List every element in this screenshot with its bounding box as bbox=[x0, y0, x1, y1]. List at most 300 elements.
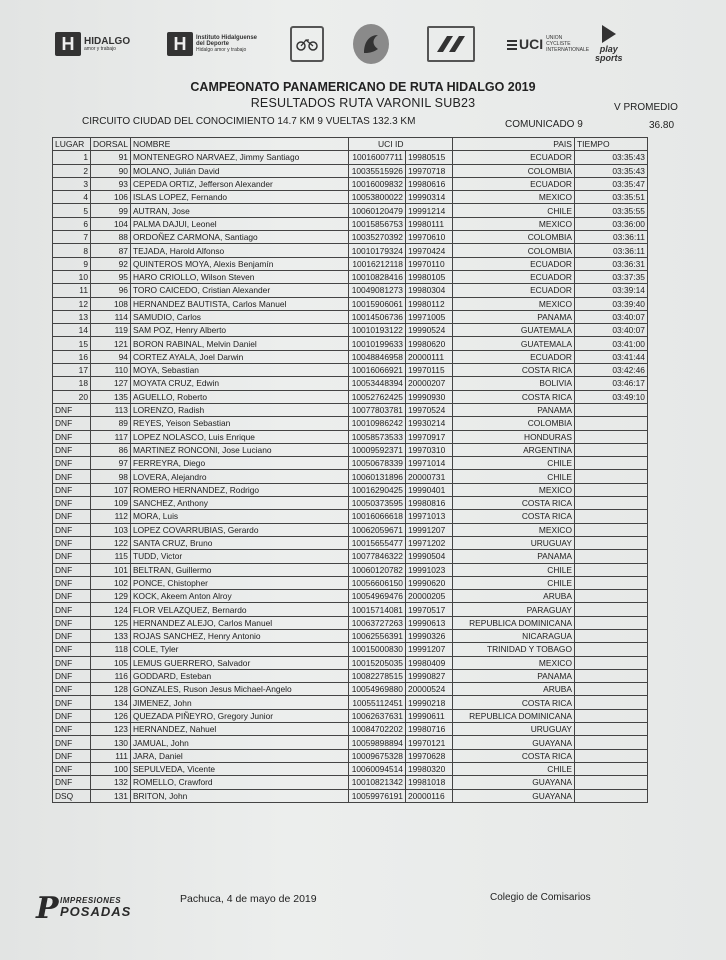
cell-nombre: AGUELLO, Roberto bbox=[130, 390, 348, 403]
v-promedio-value: 36.80 bbox=[649, 120, 675, 131]
cell-nombre: BRITON, John bbox=[130, 789, 348, 802]
table-row bbox=[53, 337, 648, 350]
cell-nombre: ROJAS SANCHEZ, Henry Antonio bbox=[130, 629, 348, 642]
cell-lugar: DNF bbox=[53, 497, 91, 510]
cell-lugar: 3 bbox=[53, 177, 91, 190]
cell-tiempo: 03:36:11 bbox=[574, 244, 647, 257]
cell-uci-id: 10082278515 bbox=[348, 669, 405, 682]
cell-lugar: DNF bbox=[53, 643, 91, 656]
signature-block: Colegio de Comisarios bbox=[490, 892, 591, 903]
cell-lugar: DSQ bbox=[53, 789, 91, 802]
cell-pais: PANAMA bbox=[452, 403, 574, 416]
cell-birthdate: 20000116 bbox=[405, 789, 452, 802]
cell-birthdate: 19990314 bbox=[405, 191, 452, 204]
cell-dorsal: 103 bbox=[91, 523, 131, 536]
cell-birthdate: 19990401 bbox=[405, 483, 452, 496]
cell-dorsal: 122 bbox=[91, 536, 131, 549]
cell-tiempo: 03:35:55 bbox=[574, 204, 647, 217]
cell-pais: PARAGUAY bbox=[452, 603, 574, 616]
table-row bbox=[53, 523, 648, 536]
cell-birthdate: 19980304 bbox=[405, 284, 452, 297]
cell-lugar: DNF bbox=[53, 403, 91, 416]
cell-dorsal: 130 bbox=[91, 736, 131, 749]
cell-uci-id: 10015856753 bbox=[348, 217, 405, 230]
cell-pais: PANAMA bbox=[452, 669, 574, 682]
cell-uci-id: 10062637631 bbox=[348, 709, 405, 722]
cell-uci-id: 10084702202 bbox=[348, 723, 405, 736]
header-pais: PAIS bbox=[452, 138, 574, 151]
cell-nombre: BORON RABINAL, Melvin Daniel bbox=[130, 337, 348, 350]
cell-uci-id: 10035515926 bbox=[348, 164, 405, 177]
cell-nombre: PONCE, Chistopher bbox=[130, 576, 348, 589]
cell-dorsal: 126 bbox=[91, 709, 131, 722]
cell-birthdate: 19991214 bbox=[405, 204, 452, 217]
cell-dorsal: 91 bbox=[91, 151, 131, 164]
table-row bbox=[53, 590, 648, 603]
table-row bbox=[53, 217, 648, 230]
cell-pais: MEXICO bbox=[452, 217, 574, 230]
cell-lugar: DNF bbox=[53, 603, 91, 616]
cell-birthdate: 19970517 bbox=[405, 603, 452, 616]
cell-lugar: DNF bbox=[53, 470, 91, 483]
hidalgo-logo-text: HIDALGO bbox=[84, 35, 131, 47]
cell-dorsal: 117 bbox=[91, 430, 131, 443]
printer-initial: P bbox=[36, 891, 59, 926]
cell-lugar: 13 bbox=[53, 310, 91, 323]
cell-nombre: TORO CAICEDO, Cristian Alexander bbox=[130, 284, 348, 297]
cell-lugar: 1 bbox=[53, 151, 91, 164]
cell-lugar: 4 bbox=[53, 191, 91, 204]
cell-tiempo: 03:49:10 bbox=[574, 390, 647, 403]
cell-pais: BOLIVIA bbox=[452, 377, 574, 390]
cell-birthdate: 19980112 bbox=[405, 297, 452, 310]
emblem-icon bbox=[353, 24, 389, 64]
cell-birthdate: 19980105 bbox=[405, 270, 452, 283]
cell-birthdate: 19980111 bbox=[405, 217, 452, 230]
results-body bbox=[53, 151, 648, 803]
cell-dorsal: 113 bbox=[91, 403, 131, 416]
cell-birthdate: 19971013 bbox=[405, 510, 452, 523]
table-row bbox=[53, 563, 648, 576]
cell-lugar: DNF bbox=[53, 696, 91, 709]
cell-birthdate: 19990620 bbox=[405, 576, 452, 589]
cell-tiempo bbox=[574, 550, 647, 563]
cell-nombre: LOPEZ NOLASCO, Luis Enrique bbox=[130, 430, 348, 443]
table-row bbox=[53, 510, 648, 523]
table-row bbox=[53, 736, 648, 749]
cell-uci-id: 10015906061 bbox=[348, 297, 405, 310]
cell-lugar: DNF bbox=[53, 776, 91, 789]
cell-dorsal: 106 bbox=[91, 191, 131, 204]
cell-nombre: HERNANDEZ ALEJO, Carlos Manuel bbox=[130, 616, 348, 629]
table-row bbox=[53, 497, 648, 510]
cell-uci-id: 10010986242 bbox=[348, 417, 405, 430]
document-subtitle: RESULTADOS RUTA VARONIL SUB23 bbox=[250, 96, 476, 110]
cell-pais: ECUADOR bbox=[452, 151, 574, 164]
cell-uci-id: 10015205035 bbox=[348, 656, 405, 669]
cell-uci-id: 10059976191 bbox=[348, 789, 405, 802]
cell-dorsal: 100 bbox=[91, 762, 131, 775]
cell-birthdate: 19990930 bbox=[405, 390, 452, 403]
cell-tiempo: 03:37:35 bbox=[574, 270, 647, 283]
cell-dorsal: 97 bbox=[91, 457, 131, 470]
cell-uci-id: 10060094514 bbox=[348, 762, 405, 775]
table-row bbox=[53, 709, 648, 722]
table-row bbox=[53, 257, 648, 270]
cell-tiempo bbox=[574, 669, 647, 682]
cell-nombre: PALMA DAJUI, Leonel bbox=[130, 217, 348, 230]
table-row bbox=[53, 244, 648, 257]
cell-nombre: GONZALES, Ruson Jesus Michael-Angelo bbox=[130, 683, 348, 696]
cell-nombre: TUDD, Victor bbox=[130, 550, 348, 563]
cell-lugar: DNF bbox=[53, 523, 91, 536]
cell-pais: GUAYANA bbox=[452, 776, 574, 789]
cell-nombre: MARTINEZ RONCONI, Jose Luciano bbox=[130, 443, 348, 456]
header-nombre: NOMBRE bbox=[130, 138, 348, 151]
cell-pais: ECUADOR bbox=[452, 257, 574, 270]
cell-tiempo bbox=[574, 603, 647, 616]
cell-tiempo bbox=[574, 762, 647, 775]
cell-lugar: DNF bbox=[53, 510, 91, 523]
cell-tiempo bbox=[574, 616, 647, 629]
table-header-row bbox=[53, 138, 648, 151]
cell-nombre: KOCK, Akeem Anton Alroy bbox=[130, 590, 348, 603]
cell-lugar: 8 bbox=[53, 244, 91, 257]
cell-tiempo: 03:35:47 bbox=[574, 177, 647, 190]
cell-lugar: DNF bbox=[53, 656, 91, 669]
cell-pais: CHILE bbox=[452, 762, 574, 775]
cell-tiempo: 03:40:07 bbox=[574, 324, 647, 337]
cell-nombre: AUTRAN, Jose bbox=[130, 204, 348, 217]
cell-pais: GUATEMALA bbox=[452, 337, 574, 350]
cell-pais: ARGENTINA bbox=[452, 443, 574, 456]
table-row bbox=[53, 762, 648, 775]
cell-uci-id: 10010828416 bbox=[348, 270, 405, 283]
cell-nombre: QUINTEROS MOYA, Alexis Benjamín bbox=[130, 257, 348, 270]
table-row bbox=[53, 776, 648, 789]
cell-dorsal: 102 bbox=[91, 576, 131, 589]
cell-uci-id: 10016066618 bbox=[348, 510, 405, 523]
cell-nombre: LOPEZ COVARRUBIAS, Gerardo bbox=[130, 523, 348, 536]
cell-lugar: DNF bbox=[53, 723, 91, 736]
table-row bbox=[53, 417, 648, 430]
cell-birthdate: 19970424 bbox=[405, 244, 452, 257]
cell-birthdate: 19980716 bbox=[405, 723, 452, 736]
table-row bbox=[53, 470, 648, 483]
table-row bbox=[53, 191, 648, 204]
cell-birthdate: 20000731 bbox=[405, 470, 452, 483]
cell-dorsal: 132 bbox=[91, 776, 131, 789]
cell-pais: COLOMBIA bbox=[452, 417, 574, 430]
table-row bbox=[53, 231, 648, 244]
cell-birthdate: 19971014 bbox=[405, 457, 452, 470]
play-logo-text: play bbox=[599, 44, 618, 54]
table-row bbox=[53, 749, 648, 762]
cell-nombre: HERNANDEZ BAUTISTA, Carlos Manuel bbox=[130, 297, 348, 310]
uci-stripes-icon bbox=[507, 38, 517, 50]
cell-lugar: 9 bbox=[53, 257, 91, 270]
table-row bbox=[53, 297, 648, 310]
cell-nombre: SEPULVEDA, Vicente bbox=[130, 762, 348, 775]
hidalgo-logo bbox=[55, 22, 130, 66]
cell-nombre: ORDOÑEZ CARMONA, Santiago bbox=[130, 231, 348, 244]
cell-dorsal: 86 bbox=[91, 443, 131, 456]
cell-dorsal: 87 bbox=[91, 244, 131, 257]
table-row bbox=[53, 683, 648, 696]
header-dorsal: DORSAL bbox=[91, 138, 131, 151]
cell-uci-id: 10009592371 bbox=[348, 443, 405, 456]
cell-uci-id: 10014506736 bbox=[348, 310, 405, 323]
cell-tiempo bbox=[574, 776, 647, 789]
cell-dorsal: 101 bbox=[91, 563, 131, 576]
cell-pais: URUGUAY bbox=[452, 723, 574, 736]
cell-nombre: MOYA, Sebastian bbox=[130, 364, 348, 377]
cell-nombre: LORENZO, Radish bbox=[130, 403, 348, 416]
table-row bbox=[53, 390, 648, 403]
cell-tiempo bbox=[574, 683, 647, 696]
cell-birthdate: 19971005 bbox=[405, 310, 452, 323]
table-row bbox=[53, 324, 648, 337]
cell-tiempo bbox=[574, 497, 647, 510]
cell-nombre: REYES, Yeison Sebastian bbox=[130, 417, 348, 430]
cell-tiempo bbox=[574, 736, 647, 749]
cell-lugar: DNF bbox=[53, 443, 91, 456]
cell-birthdate: 20000207 bbox=[405, 377, 452, 390]
printer-line1: IMPRESIONES bbox=[60, 896, 122, 905]
cell-uci-id: 10050373595 bbox=[348, 497, 405, 510]
table-row bbox=[53, 164, 648, 177]
cell-lugar: 6 bbox=[53, 217, 91, 230]
cell-uci-id: 10009675328 bbox=[348, 749, 405, 762]
cell-dorsal: 105 bbox=[91, 656, 131, 669]
hidalgo-logo-sub: amor y trabajo bbox=[84, 45, 116, 52]
cell-nombre: MONTENEGRO NARVAEZ, Jimmy Santiago bbox=[130, 151, 348, 164]
cell-lugar: 14 bbox=[53, 324, 91, 337]
table-row bbox=[53, 443, 648, 456]
cell-dorsal: 123 bbox=[91, 723, 131, 736]
cell-nombre: SAMUDIO, Carlos bbox=[130, 310, 348, 323]
cell-pais: ECUADOR bbox=[452, 350, 574, 363]
cell-uci-id: 10060120782 bbox=[348, 563, 405, 576]
cell-lugar: 11 bbox=[53, 284, 91, 297]
cell-uci-id: 10056606150 bbox=[348, 576, 405, 589]
cell-pais: MEXICO bbox=[452, 191, 574, 204]
cell-pais: MEXICO bbox=[452, 656, 574, 669]
cell-pais: COSTA RICA bbox=[452, 390, 574, 403]
cell-dorsal: 107 bbox=[91, 483, 131, 496]
table-row bbox=[53, 576, 648, 589]
cell-tiempo bbox=[574, 483, 647, 496]
cell-pais: ECUADOR bbox=[452, 270, 574, 283]
cell-dorsal: 93 bbox=[91, 177, 131, 190]
cell-tiempo bbox=[574, 696, 647, 709]
cell-lugar: DNF bbox=[53, 576, 91, 589]
cell-dorsal: 109 bbox=[91, 497, 131, 510]
header-uci-id: UCI ID bbox=[348, 138, 405, 151]
cell-uci-id: 10062556391 bbox=[348, 629, 405, 642]
cell-nombre: HARO CRIOLLO, Wilson Steven bbox=[130, 270, 348, 283]
cell-uci-id: 10016290425 bbox=[348, 483, 405, 496]
cell-nombre: CEPEDA ORTIZ, Jefferson Alexander bbox=[130, 177, 348, 190]
table-row bbox=[53, 457, 648, 470]
cell-pais: ECUADOR bbox=[452, 284, 574, 297]
cell-tiempo: 03:46:17 bbox=[574, 377, 647, 390]
cell-birthdate: 19990613 bbox=[405, 616, 452, 629]
table-row bbox=[53, 603, 648, 616]
cell-nombre: JARA, Daniel bbox=[130, 749, 348, 762]
cell-dorsal: 124 bbox=[91, 603, 131, 616]
table-row bbox=[53, 696, 648, 709]
cell-uci-id: 10015000830 bbox=[348, 643, 405, 656]
cell-tiempo: 03:36:00 bbox=[574, 217, 647, 230]
cell-lugar: DNF bbox=[53, 563, 91, 576]
cell-birthdate: 19970610 bbox=[405, 231, 452, 244]
cell-dorsal: 125 bbox=[91, 616, 131, 629]
cell-tiempo bbox=[574, 523, 647, 536]
cell-uci-id: 10048846958 bbox=[348, 350, 405, 363]
cell-pais: COSTA RICA bbox=[452, 497, 574, 510]
cell-uci-id: 10049081273 bbox=[348, 284, 405, 297]
cell-lugar: DNF bbox=[53, 629, 91, 642]
header-uci-id-cont bbox=[405, 138, 452, 151]
cell-dorsal: 96 bbox=[91, 284, 131, 297]
instituto-logo bbox=[167, 22, 257, 66]
cell-nombre: HERNANDEZ, Nahuel bbox=[130, 723, 348, 736]
cell-uci-id: 10015714081 bbox=[348, 603, 405, 616]
play-icon bbox=[602, 25, 616, 43]
cell-uci-id: 10059898894 bbox=[348, 736, 405, 749]
printer-logo bbox=[36, 891, 132, 926]
cell-dorsal: 128 bbox=[91, 683, 131, 696]
cell-pais: COLOMBIA bbox=[452, 231, 574, 244]
cell-birthdate: 19990504 bbox=[405, 550, 452, 563]
printer-line2: POSADAS bbox=[60, 904, 132, 919]
cell-pais: CHILE bbox=[452, 457, 574, 470]
cell-dorsal: 135 bbox=[91, 390, 131, 403]
cell-dorsal: 104 bbox=[91, 217, 131, 230]
cell-uci-id: 10062059671 bbox=[348, 523, 405, 536]
cell-pais: COSTA RICA bbox=[452, 364, 574, 377]
cell-uci-id: 10010821342 bbox=[348, 776, 405, 789]
header-tiempo: TIEMPO bbox=[574, 138, 647, 151]
cell-dorsal: 133 bbox=[91, 629, 131, 642]
cell-birthdate: 19970110 bbox=[405, 257, 452, 270]
cell-lugar: 5 bbox=[53, 204, 91, 217]
cell-birthdate: 20000111 bbox=[405, 350, 452, 363]
cell-uci-id: 10054969476 bbox=[348, 590, 405, 603]
cell-lugar: DNF bbox=[53, 536, 91, 549]
cell-nombre: MOLANO, Julián David bbox=[130, 164, 348, 177]
cell-birthdate: 19930214 bbox=[405, 417, 452, 430]
panam-icon bbox=[427, 26, 475, 62]
cycling-federation-logo bbox=[290, 22, 324, 66]
header-lugar: LUGAR bbox=[53, 138, 91, 151]
cell-nombre: ROMELLO, Crawford bbox=[130, 776, 348, 789]
cell-birthdate: 19970718 bbox=[405, 164, 452, 177]
cell-lugar: DNF bbox=[53, 749, 91, 762]
cell-tiempo: 03:35:43 bbox=[574, 164, 647, 177]
cell-pais: ARUBA bbox=[452, 683, 574, 696]
cell-lugar: DNF bbox=[53, 457, 91, 470]
cell-uci-id: 10016009832 bbox=[348, 177, 405, 190]
cell-pais: GUAYANA bbox=[452, 736, 574, 749]
cell-dorsal: 118 bbox=[91, 643, 131, 656]
cell-dorsal: 89 bbox=[91, 417, 131, 430]
cell-pais: COSTA RICA bbox=[452, 510, 574, 523]
cell-lugar: DNF bbox=[53, 616, 91, 629]
table-row bbox=[53, 656, 648, 669]
cell-uci-id: 10052762425 bbox=[348, 390, 405, 403]
cell-nombre: SANTA CRUZ, Bruno bbox=[130, 536, 348, 549]
cell-lugar: DNF bbox=[53, 430, 91, 443]
cell-pais: ARUBA bbox=[452, 590, 574, 603]
cell-pais: COSTA RICA bbox=[452, 749, 574, 762]
cell-dorsal: 90 bbox=[91, 164, 131, 177]
cell-birthdate: 19980515 bbox=[405, 151, 452, 164]
cell-lugar: DNF bbox=[53, 669, 91, 682]
cell-lugar: DNF bbox=[53, 550, 91, 563]
v-promedio-label: V PROMEDIO bbox=[614, 102, 678, 113]
cell-dorsal: 115 bbox=[91, 550, 131, 563]
cell-tiempo bbox=[574, 709, 647, 722]
uci-logo-text: UCI bbox=[519, 36, 544, 52]
cell-birthdate: 19980620 bbox=[405, 337, 452, 350]
cell-dorsal: 110 bbox=[91, 364, 131, 377]
table-row bbox=[53, 536, 648, 549]
sponsor-logos bbox=[55, 22, 675, 70]
instituto-line2: del Deporte bbox=[196, 41, 230, 48]
cell-lugar: DNF bbox=[53, 590, 91, 603]
cell-lugar: 17 bbox=[53, 364, 91, 377]
cell-tiempo: 03:36:11 bbox=[574, 231, 647, 244]
cell-birthdate: 19981018 bbox=[405, 776, 452, 789]
cell-pais: GUATEMALA bbox=[452, 324, 574, 337]
cell-tiempo bbox=[574, 789, 647, 802]
table-row bbox=[53, 669, 648, 682]
table-row bbox=[53, 789, 648, 802]
cell-tiempo: 03:40:07 bbox=[574, 310, 647, 323]
cell-uci-id: 10054969880 bbox=[348, 683, 405, 696]
cell-uci-id: 10050678339 bbox=[348, 457, 405, 470]
cell-lugar: DNF bbox=[53, 762, 91, 775]
cell-nombre: LOVERA, Alejandro bbox=[130, 470, 348, 483]
table-row bbox=[53, 310, 648, 323]
cell-birthdate: 19990218 bbox=[405, 696, 452, 709]
table-row bbox=[53, 483, 648, 496]
cell-dorsal: 116 bbox=[91, 669, 131, 682]
cell-pais: MEXICO bbox=[452, 297, 574, 310]
cell-birthdate: 19970121 bbox=[405, 736, 452, 749]
cell-uci-id: 10060131896 bbox=[348, 470, 405, 483]
cell-birthdate: 19980409 bbox=[405, 656, 452, 669]
bicycle-icon bbox=[290, 26, 324, 62]
cell-nombre: CORTEZ AYALA, Joel Darwin bbox=[130, 350, 348, 363]
table-row bbox=[53, 364, 648, 377]
cell-dorsal: 114 bbox=[91, 310, 131, 323]
table-row bbox=[53, 616, 648, 629]
cell-dorsal: 121 bbox=[91, 337, 131, 350]
instituto-line1: Instituto Hidalguense bbox=[196, 34, 258, 41]
table-row bbox=[53, 629, 648, 642]
cell-tiempo bbox=[574, 443, 647, 456]
cell-lugar: DNF bbox=[53, 683, 91, 696]
cell-nombre: FERREYRA, Diego bbox=[130, 457, 348, 470]
cell-tiempo bbox=[574, 643, 647, 656]
cell-pais: URUGUAY bbox=[452, 536, 574, 549]
cell-tiempo bbox=[574, 470, 647, 483]
uci-logo bbox=[507, 22, 590, 66]
cell-birthdate: 19970310 bbox=[405, 443, 452, 456]
